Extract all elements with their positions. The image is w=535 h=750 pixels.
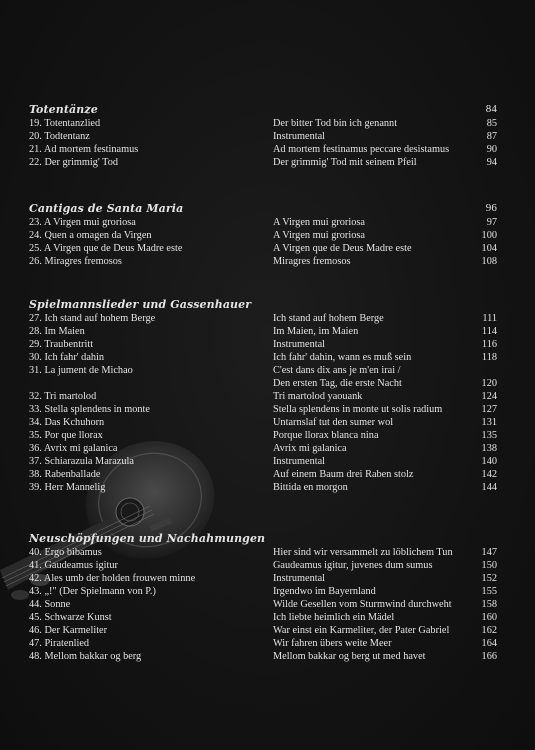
entry-subtitle: A Virgen que de Deus Madre este — [273, 243, 412, 254]
entry-title: 41. Gaudeamus igitur — [29, 560, 118, 571]
entry-title: 30. Ich fahr' dahin — [29, 352, 105, 363]
toc-entry — [29, 559, 497, 572]
entry-subtitle: Wilde Gesellen vom Sturmwind durchweht — [273, 599, 452, 610]
entry-title: 37. Schiarazula Marazula — [29, 456, 134, 467]
entry-subtitle: Ich liebte heimlich ein Mädel — [273, 612, 395, 623]
toc-entry — [29, 598, 497, 611]
toc-entry-continued — [29, 377, 497, 390]
entry-subtitle: Porque llorax blanca nina — [273, 430, 379, 441]
entry-title: 46. Der Karmeliter — [29, 625, 108, 636]
entry-title: 40. Ergo bibamus — [29, 547, 102, 558]
entry-page: 114 — [481, 326, 497, 337]
entry-page: 147 — [481, 547, 497, 558]
entry-page: 155 — [481, 586, 497, 597]
toc-entry — [29, 455, 497, 468]
entry-page: 140 — [481, 456, 497, 467]
entry-subtitle: A Virgen mui groriosa — [273, 217, 365, 228]
entry-subtitle: Im Maien, im Maien — [273, 326, 359, 337]
entry-page: 162 — [481, 625, 497, 636]
section-page: 84 — [485, 103, 497, 115]
entry-page: 150 — [481, 560, 497, 571]
toc-entry — [29, 130, 497, 143]
entry-subtitle: Avrix mi galanica — [273, 443, 347, 454]
entry-page: 118 — [481, 352, 497, 363]
toc-entry — [29, 216, 497, 229]
entry-page: 85 — [486, 118, 497, 129]
entry-subtitle: Miragres fremosos — [273, 256, 351, 267]
section-header — [29, 102, 497, 117]
entry-title: 20. Todtentanz — [29, 131, 90, 142]
entry-title: 25. A Virgen que de Deus Madre este — [29, 243, 183, 254]
entry-page: 131 — [481, 417, 497, 428]
toc-entry — [29, 481, 497, 494]
entry-title: 19. Totentanzlied — [29, 118, 101, 129]
entry-page: 97 — [486, 217, 497, 228]
entry-page: 158 — [481, 599, 497, 610]
entry-title: 26. Miragres fremosos — [29, 256, 122, 267]
toc-entry — [29, 637, 497, 650]
entry-subtitle: Ich fahr' dahin, wann es muß sein — [273, 352, 412, 363]
entry-page: 127 — [481, 404, 497, 415]
entry-title: 35. Por que llorax — [29, 430, 103, 441]
toc-entry — [29, 546, 497, 559]
section-page: 96 — [485, 202, 497, 214]
entry-subtitle: Instrumental — [273, 131, 326, 142]
entry-subtitle: Den ersten Tag, die erste Nacht — [273, 378, 402, 389]
entry-title: 32. Tri martolod — [29, 391, 97, 402]
toc-entry — [29, 650, 497, 663]
entry-page: 90 — [486, 144, 497, 155]
entry-title: 33. Stella splendens in monte — [29, 404, 150, 415]
toc-entry — [29, 242, 497, 255]
section-header — [29, 201, 497, 216]
entry-title: 45. Schwarze Kunst — [29, 612, 112, 623]
entry-title: 24. Quen a omagen da Virgen — [29, 230, 152, 241]
toc-entry — [29, 585, 497, 598]
entry-page: 100 — [481, 230, 497, 241]
entry-subtitle: Auf einem Baum drei Raben stolz — [273, 469, 414, 480]
section-neuschoepfungen — [29, 531, 497, 663]
toc-entry — [29, 611, 497, 624]
entry-subtitle: Tri martolod yaouank — [273, 391, 363, 402]
section-totentaenze — [29, 102, 497, 169]
section-cantigas — [29, 201, 497, 268]
entry-subtitle: War einst ein Karmeliter, der Pater Gabriel — [273, 625, 450, 636]
toc-entry — [29, 312, 497, 325]
section-header — [29, 531, 497, 546]
section-spielmannslieder — [29, 297, 497, 494]
toc-entry — [29, 255, 497, 268]
entry-title: 29. Traubentritt — [29, 339, 94, 350]
toc-entry — [29, 624, 497, 637]
entry-title: 47. Piratenlied — [29, 638, 90, 649]
entry-title: 34. Das Kchuhorn — [29, 417, 105, 428]
toc-entry — [29, 156, 497, 169]
entry-title: 28. Im Maien — [29, 326, 85, 337]
entry-subtitle: Hier sind wir versammelt zu löblichem Tun — [273, 547, 453, 558]
toc-entry — [29, 403, 497, 416]
entry-title: 44. Sonne — [29, 599, 71, 610]
toc-entry — [29, 442, 497, 455]
entry-page: 135 — [481, 430, 497, 441]
entry-subtitle: Der grimmig' Tod mit seinem Pfeil — [273, 157, 417, 168]
entry-page: 108 — [481, 256, 497, 267]
toc-entry — [29, 468, 497, 481]
toc-entry — [29, 390, 497, 403]
entry-subtitle: Ich stand auf hohem Berge — [273, 313, 384, 324]
entry-subtitle: Instrumental — [273, 456, 326, 467]
toc-entry — [29, 325, 497, 338]
entry-subtitle: Ad mortem festinamus peccare desistamus — [273, 144, 450, 155]
entry-subtitle: A Virgen mui groriosa — [273, 230, 365, 241]
entry-title: 38. Rabenballade — [29, 469, 101, 480]
entry-page: 152 — [481, 573, 497, 584]
entry-subtitle: Gaudeamus igitur, juvenes dum sumus — [273, 560, 433, 571]
entry-page: 111 — [482, 313, 497, 324]
entry-page: 87 — [486, 131, 497, 142]
toc-entry — [29, 416, 497, 429]
section-title: Neuschöpfungen und Nachahmungen — [29, 532, 266, 545]
entry-page: 138 — [481, 443, 497, 454]
entry-subtitle: Untarnslaf tut den sumer wol — [273, 417, 394, 428]
entry-subtitle: Stella splendens in monte ut solis radium — [273, 404, 443, 415]
entry-title: 42. Ales umb der holden frouwen minne — [29, 573, 196, 584]
entry-subtitle: Instrumental — [273, 339, 326, 350]
section-title: Spielmannslieder und Gassenhauer — [29, 298, 252, 311]
entry-title: 36. Avrix mi galanica — [29, 443, 118, 454]
toc-entry — [29, 229, 497, 242]
toc-entry — [29, 338, 497, 351]
toc-entry — [29, 364, 497, 377]
entry-title: 31. La jument de Michao — [29, 365, 133, 376]
entry-title: 22. Der grimmig' Tod — [29, 157, 119, 168]
toc-entry — [29, 351, 497, 364]
entry-page: 142 — [481, 469, 497, 480]
entry-title: 48. Mellom bakkar og berg — [29, 651, 142, 662]
entry-subtitle: Der bitter Tod bin ich genannt — [273, 118, 398, 129]
entry-page: 164 — [481, 638, 497, 649]
entry-subtitle: Instrumental — [273, 573, 326, 584]
toc-entry — [29, 572, 497, 585]
entry-subtitle: Irgendwo im Bayernland — [273, 586, 376, 597]
section-header — [29, 297, 497, 312]
section-title: Totentänze — [29, 103, 98, 116]
entry-page: 160 — [481, 612, 497, 623]
entry-page: 104 — [481, 243, 497, 254]
entry-title: 23. A Virgen mui groriosa — [29, 217, 136, 228]
entry-title: 39. Herr Mannelig — [29, 482, 106, 493]
entry-subtitle: Bittida en morgon — [273, 482, 348, 493]
entry-title: 43. „!" (Der Spielmann von P.) — [29, 586, 156, 597]
toc-entry — [29, 117, 497, 130]
entry-subtitle: Mellom bakkar og berg ut med havet — [273, 651, 426, 662]
entry-page: 116 — [481, 339, 497, 350]
entry-page: 124 — [481, 391, 497, 402]
toc-entry — [29, 143, 497, 156]
section-title: Cantigas de Santa Maria — [29, 202, 184, 215]
entry-page: 94 — [486, 157, 497, 168]
entry-subtitle: Wir fahren übers weite Meer — [273, 638, 392, 649]
entry-page: 120 — [481, 378, 497, 389]
entry-page: 144 — [481, 482, 497, 493]
toc-entry — [29, 429, 497, 442]
entry-page: 166 — [481, 651, 497, 662]
entry-title: 27. Ich stand auf hohem Berge — [29, 313, 156, 324]
entry-subtitle: C'est dans dix ans je m'en irai / — [273, 365, 401, 376]
entry-title: 21. Ad mortem festinamus — [29, 144, 139, 155]
